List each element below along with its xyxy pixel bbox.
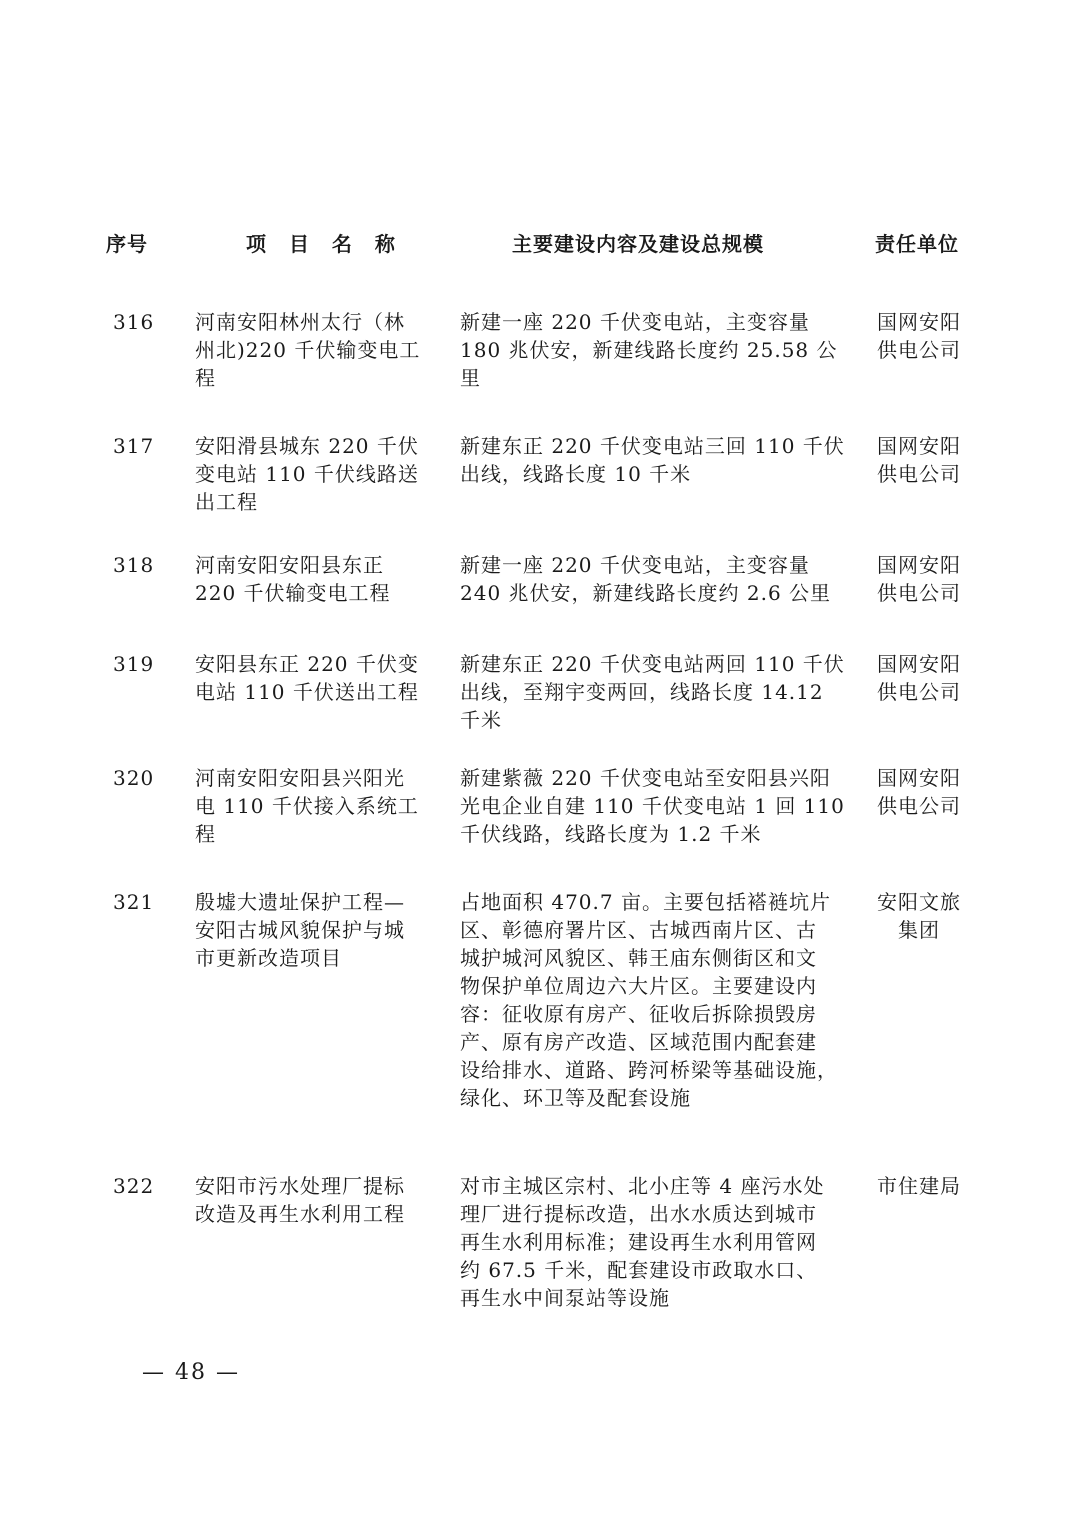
row-content: [460, 308, 838, 392]
row-unit: [876, 650, 962, 706]
content-line: 约 67.5 千米，配套建设市政取水口、: [460, 1258, 818, 1282]
name-line: 电站 110 千伏送出工程: [195, 680, 419, 704]
unit-line: 供电公司: [877, 680, 961, 704]
row-project-name: [195, 764, 419, 848]
row-seq: 320: [113, 766, 155, 790]
content-line: 城护城河风貌区、韩王庙东侧街区和文: [460, 946, 817, 970]
name-line: 安阳滑县城东 220 千伏: [195, 434, 419, 458]
content-line: 绿化、环卫等及配套设施: [460, 1086, 691, 1110]
content-line: 区、彰德府署片区、古城西南片区、古: [460, 918, 817, 942]
row-seq: 318: [113, 553, 155, 577]
unit-line: 供电公司: [877, 581, 961, 605]
name-line: 河南安阳林州太行（林: [195, 310, 405, 334]
name-line: 安阳市污水处理厂提标: [195, 1174, 405, 1198]
header-content: 主要建设内容及建设总规模: [512, 232, 764, 256]
content-line: 新建一座 220 千伏变电站，主变容量: [460, 553, 810, 577]
row-content: [460, 432, 845, 488]
header-responsible-unit: 责任单位: [875, 232, 959, 256]
name-line: 安阳县东正 220 千伏变: [195, 652, 419, 676]
unit-line: 国网安阳: [877, 310, 961, 334]
row-unit: [876, 1172, 962, 1200]
row-seq: 321: [113, 890, 155, 914]
row-seq: 317: [113, 434, 155, 458]
row-unit: [876, 551, 962, 607]
name-line: 程: [195, 822, 216, 846]
row-unit: [876, 308, 962, 364]
unit-line: 市住建局: [877, 1174, 961, 1198]
name-line: 220 千伏输变电工程: [195, 581, 391, 605]
unit-line: 国网安阳: [877, 434, 961, 458]
unit-line: 供电公司: [877, 462, 961, 486]
content-line: 新建一座 220 千伏变电站，主变容量: [460, 310, 810, 334]
header-project-name: 项 目 名 称: [246, 232, 403, 256]
content-line: 对市主城区宗村、北小庄等 4 座污水处: [460, 1174, 825, 1198]
unit-line: 安阳文旅: [877, 890, 961, 914]
name-line: 程: [195, 366, 216, 390]
row-content: [460, 1172, 824, 1312]
row-unit: [876, 888, 962, 944]
content-line: 千伏线路，线路长度为 1.2 千米: [460, 822, 762, 846]
unit-line: 国网安阳: [877, 766, 961, 790]
content-line: 再生水中间泵站等设施: [460, 1286, 670, 1310]
content-line: 占地面积 470.7 亩。主要包括褡裢坑片: [460, 890, 831, 914]
content-line: 180 兆伏安，新建线路长度约 25.58 公: [460, 338, 838, 362]
content-line: 出线，线路长度 10 千米: [460, 462, 692, 486]
page-number: — 48 —: [142, 1360, 240, 1385]
row-project-name: [195, 888, 405, 972]
name-line: 出工程: [195, 490, 258, 514]
name-line: 州北)220 千伏输变电工: [195, 338, 421, 362]
content-line: 新建紫薇 220 千伏变电站至安阳县兴阳: [460, 766, 831, 790]
row-project-name: [195, 1172, 405, 1228]
name-line: 河南安阳安阳县兴阳光: [195, 766, 405, 790]
content-line: 光电企业自建 110 千伏变电站 1 回 110: [460, 794, 845, 818]
name-line: 河南安阳安阳县东正: [195, 553, 384, 577]
row-seq: 322: [113, 1174, 155, 1198]
content-line: 240 兆伏安，新建线路长度约 2.6 公里: [460, 581, 832, 605]
content-line: 新建东正 220 千伏变电站三回 110 千伏: [460, 434, 845, 458]
content-line: 容：征收原有房产、征收后拆除损毁房: [460, 1002, 817, 1026]
unit-line: 集团: [898, 918, 940, 942]
row-content: [460, 551, 831, 607]
content-line: 新建东正 220 千伏变电站两回 110 千伏: [460, 652, 845, 676]
row-project-name: [195, 650, 419, 706]
row-content: [460, 764, 845, 848]
name-line: 市更新改造项目: [195, 946, 342, 970]
name-line: 殷墟大遗址保护工程—: [195, 890, 405, 914]
name-line: 安阳古城风貌保护与城: [195, 918, 405, 942]
name-line: 电 110 千伏接入系统工: [195, 794, 419, 818]
content-line: 里: [460, 366, 481, 390]
name-line: 改造及再生水利用工程: [195, 1202, 405, 1226]
row-project-name: [195, 432, 419, 516]
row-unit: [876, 432, 962, 488]
content-line: 千米: [460, 708, 502, 732]
unit-line: 供电公司: [877, 794, 961, 818]
name-line: 变电站 110 千伏线路送: [195, 462, 419, 486]
row-project-name: [195, 308, 420, 392]
row-seq: 319: [113, 652, 155, 676]
row-unit: [876, 764, 962, 820]
content-line: 理厂进行提标改造，出水水质达到城市: [460, 1202, 817, 1226]
row-seq: 316: [113, 310, 155, 334]
row-content: [460, 650, 845, 734]
row-project-name: [195, 551, 391, 607]
content-line: 物保护单位周边六大片区。主要建设内: [460, 974, 817, 998]
content-line: 产、原有房产改造、区域范围内配套建: [460, 1030, 817, 1054]
content-line: 再生水利用标准；建设再生水利用管网: [460, 1230, 817, 1254]
row-content: [460, 888, 838, 1112]
header-seq: 序号: [106, 232, 148, 256]
content-line: 出线，至翔宇变两回，线路长度 14.12: [460, 680, 824, 704]
unit-line: 国网安阳: [877, 652, 961, 676]
unit-line: 国网安阳: [877, 553, 961, 577]
unit-line: 供电公司: [877, 338, 961, 362]
content-line: 设给排水、道路、跨河桥梁等基础设施，: [460, 1058, 838, 1082]
